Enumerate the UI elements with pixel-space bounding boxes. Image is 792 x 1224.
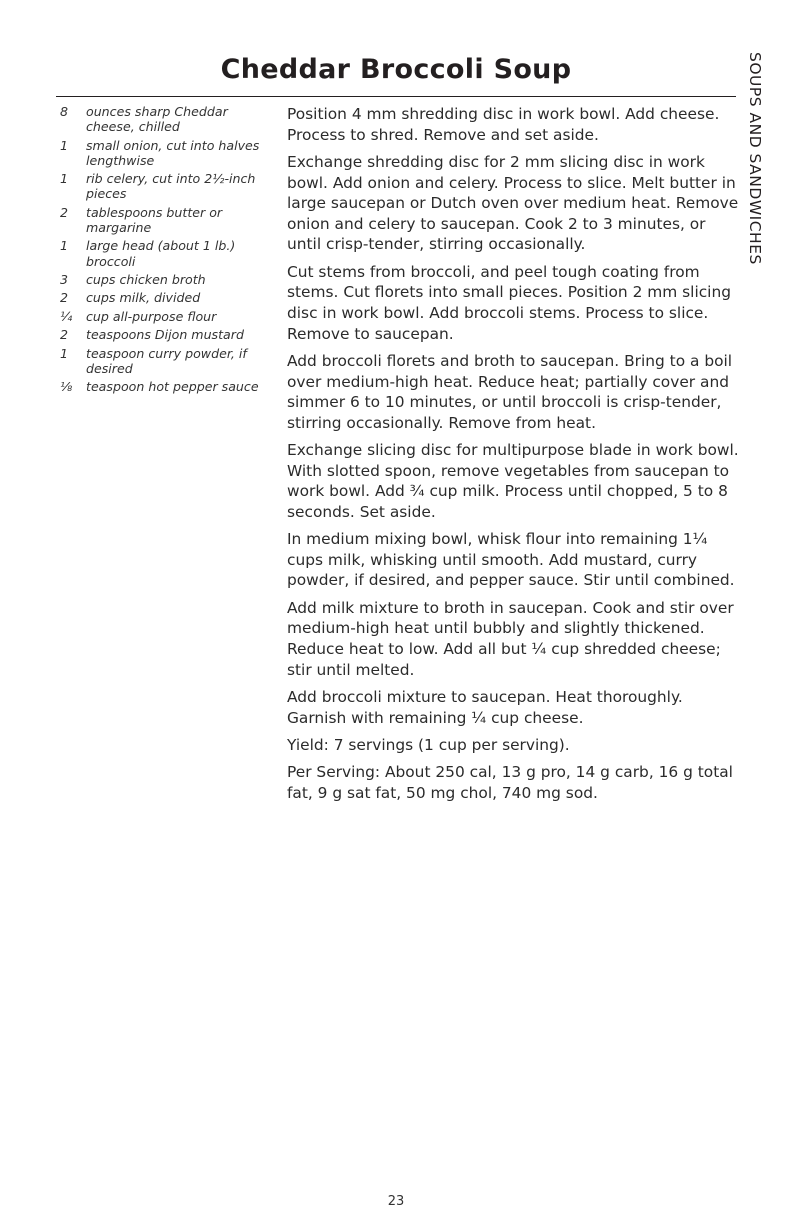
ingredient-item [60,272,275,287]
ingredient-quantity: 2 [60,204,69,220]
ingredient-quantity: ¼ [60,308,73,324]
ingredient-description: small onion, cut into halves lengthwise [86,137,260,168]
ingredient-item [60,138,275,168]
instruction-step: Position 4 mm shredding disc in work bowl. Add cheese. Process to shred. Remove and set aside. [287,105,720,144]
ingredient-description: ounces sharp Cheddar cheese, chilled [86,104,228,135]
page-title: Cheddar Broccoli Soup [220,54,572,85]
ingredient-quantity: 1 [60,345,69,361]
ingredient-item [60,171,275,201]
instruction-step: Add broccoli florets and broth to saucepan. Bring to a boil over medium-high heat. Reduce heat; partially cover and simmer 6 to 10 minutes, or until broccoli is crisp-tender, stirring occasionally. Remove from heat. [287,351,733,432]
instructions [287,104,739,810]
ingredient-item [60,238,275,268]
title-divider [56,96,736,97]
ingredient-quantity: 1 [60,171,69,187]
ingredient-description: cups milk, divided [86,290,201,306]
section-tab-label: SOUPS AND SANDWICHES [746,52,764,265]
section-tab [735,52,787,302]
ingredient-item [60,379,275,394]
ingredient-quantity: 2 [60,327,69,343]
instruction-step: Cut stems from broccoli, and peel tough coating from stems. Cut florets into small pieces. Position 2 mm slicing disc in work bowl. Add broccoli stems. Process to slice. Remove to saucepan. [287,262,731,343]
ingredient-item [60,346,275,376]
ingredient-description: cups chicken broth [86,271,206,287]
ingredient-description: tablespoons butter or margarine [86,204,223,235]
ingredient-item [60,309,275,324]
ingredient-item [60,290,275,305]
ingredient-description: cup all-purpose flour [86,308,217,324]
ingredient-quantity: 2 [60,290,69,306]
ingredient-description: teaspoon curry powder, if desired [86,345,247,376]
ingredient-quantity: 3 [60,271,69,287]
ingredient-quantity: 1 [60,238,69,254]
ingredient-item [60,205,275,235]
instruction-step: In medium mixing bowl, whisk flour into remaining 1¼ cups milk, whisking until smooth. Add mustard, curry powder, if desired, and pepper sauce. Stir until combined. [287,530,735,590]
yield-text: Yield: 7 servings (1 cup per serving). [287,736,570,754]
ingredient-description: rib celery, cut into 2½-inch pieces [86,171,256,202]
ingredient-quantity: ⅛ [60,379,73,395]
ingredient-description: teaspoon hot pepper sauce [86,379,259,395]
instruction-step: Exchange shredding disc for 2 mm slicing disc in work bowl. Add onion and celery. Process to slice. Melt butter in large saucepan or Dutch oven over medium heat. Remove onion and celery to saucepan. Cook 2 to 3 minutes, or until crisp-tender, stirring occasionally. [287,152,739,254]
nutrition-text: Per Serving: About 250 cal, 13 g pro, 14 g carb, 16 g total fat, 9 g sat fat, 50 mg chol, 740 mg sod. [287,763,733,802]
instruction-step: Add milk mixture to broth in saucepan. Cook and stir over medium-high heat until bubbly and slightly thickened. Reduce heat to low. Add all but ¼ cup shredded cheese; stir until melted. [287,598,734,679]
instruction-step: Add broccoli mixture to saucepan. Heat thoroughly. Garnish with remaining ¼ cup cheese. [287,688,683,727]
ingredient-list [60,104,275,398]
ingredient-description: teaspoons Dijon mustard [86,327,244,343]
ingredient-quantity: 1 [60,137,69,153]
ingredient-quantity: 8 [60,104,69,119]
ingredient-description: large head (about 1 lb.) broccoli [86,238,236,269]
ingredient-item [60,104,275,134]
ingredient-item [60,327,275,342]
page-number: 23 [387,1194,405,1209]
instruction-step: Exchange slicing disc for multipurpose blade in work bowl. With slotted spoon, remove vegetables from saucepan to work bowl. Add ¾ cup milk. Process until chopped, 5 to 8 seconds. Set aside. [287,441,739,521]
